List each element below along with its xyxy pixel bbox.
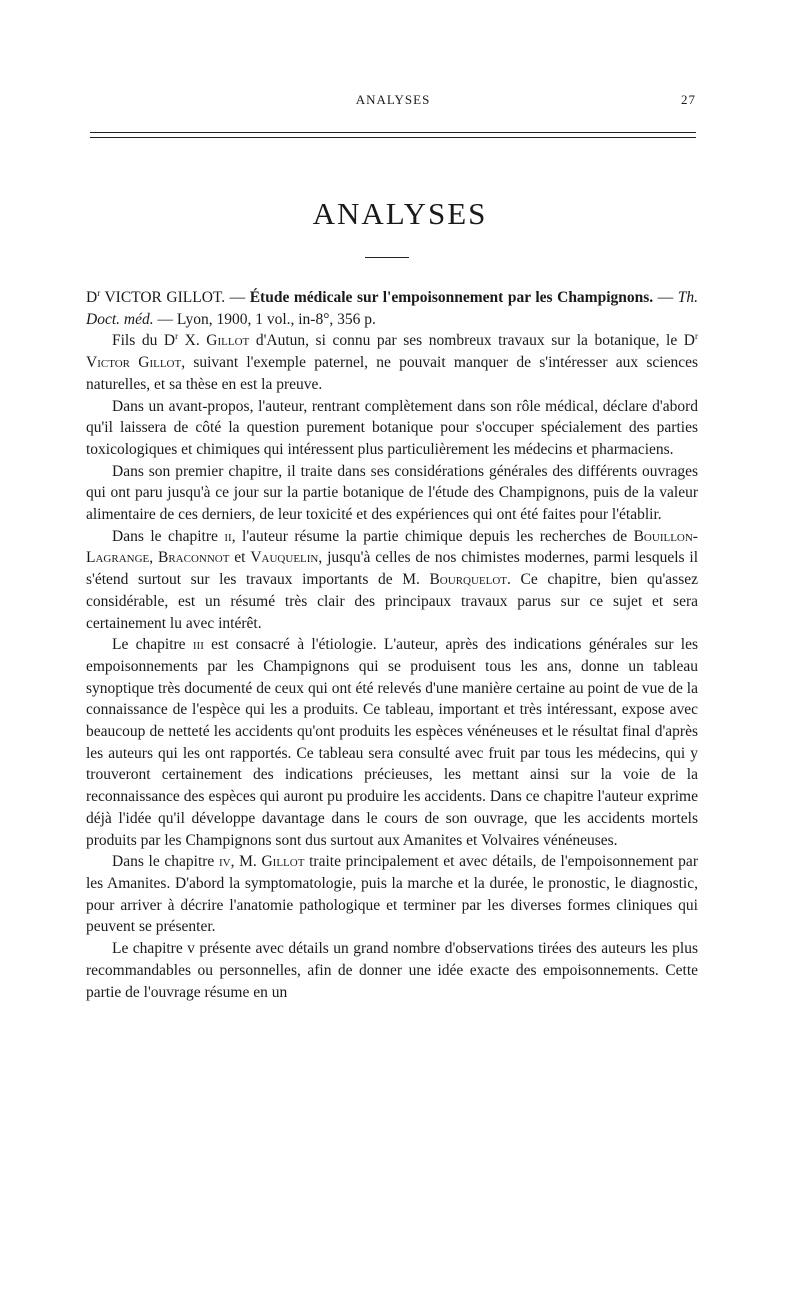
p6-chapter-number: iv bbox=[218, 853, 231, 871]
section-title: ANALYSES bbox=[312, 196, 488, 231]
p4-name-1: Bouillon-Lagrange bbox=[86, 527, 698, 567]
p1-text-b: X. bbox=[178, 332, 207, 350]
paragraph-2: Dans un avant-propos, l'auteur, rentrant complètement dans son rôle médical, déclare d'abord qu'il laissera de côté la question purement botanique pour s'occuper spécialement des parties toxicologiques et chimiques qui intéressent plus particulièrement les médecins et pharmaciens. bbox=[86, 397, 698, 458]
title-divider bbox=[365, 257, 409, 258]
header-rule bbox=[90, 132, 696, 133]
p1-text-c: d'Autun, si connu par ses nombreux travaux sur la botanique, le D bbox=[249, 332, 695, 350]
doctor-abbrev: D bbox=[86, 289, 98, 306]
heading-dash: — bbox=[653, 289, 678, 306]
review-author: VICTOR GILLOT. — bbox=[100, 289, 250, 306]
p1-sup-1: r bbox=[175, 331, 179, 342]
p4-name-4: Bourquelot bbox=[429, 571, 508, 589]
p4-text-b: , l'auteur résume la partie chimique depuis les recherches de bbox=[231, 527, 634, 545]
paragraph-1 bbox=[86, 330, 698, 395]
review-body bbox=[86, 287, 698, 1003]
p1-sup-2: r bbox=[695, 331, 698, 342]
p1-name-1: Gillot bbox=[206, 332, 250, 350]
p4-text-d: et bbox=[229, 549, 251, 567]
running-title: ANALYSES bbox=[355, 92, 431, 107]
header-rule-secondary bbox=[90, 137, 696, 138]
paragraph-6 bbox=[86, 851, 698, 938]
p4-text-e: , jusqu'à celles de nos chimistes modernes, parmi lesquels il s'étend surtout sur les travaux importants de M. bbox=[86, 549, 699, 589]
p6-text-a: Dans le chapitre bbox=[112, 853, 219, 871]
p4-text-f: . Ce chapitre, bien qu'assez considérable, est un résumé très clair des principaux travaux parus sur ce sujet et sera certainement lu avec intérêt. bbox=[86, 571, 698, 632]
doctor-abbrev-sup: r bbox=[97, 287, 101, 298]
p5-text-a: Le chapitre bbox=[112, 636, 193, 654]
paragraph-3: Dans son premier chapitre, il traite dans ses considérations générales des différents ouvrages qui ont paru jusqu'à ce jour sur la partie botanique de l'étude des Champignons, puis de la valeur alimentaire de ces derniers, de leur toxicité et des expériences qui ont été faites pour l'établir. bbox=[86, 462, 698, 524]
paragraph-4 bbox=[86, 526, 698, 635]
review-heading bbox=[86, 287, 698, 330]
p4-chapter-number: ii bbox=[224, 527, 232, 545]
thesis-type: Th. Doct. méd. bbox=[86, 289, 699, 328]
p4-name-2: Braconnot bbox=[157, 549, 230, 567]
p6-name-1: Gillot bbox=[261, 853, 305, 871]
p6-text-c: traite principalement et avec détails, de l'empoisonnement par les Amanites. D'abord la symptomatologie, puis la marche et la durée, le pronostic, le diagnostic, pour arriver à décrire l'anatomie pathologique et terminer par les diverses formes cliniques qui peuvent se présenter. bbox=[86, 853, 698, 936]
p4-text-a: Dans le chapitre bbox=[112, 527, 225, 545]
running-header bbox=[90, 92, 696, 112]
page-number: 27 bbox=[681, 92, 696, 107]
paragraph-5 bbox=[86, 634, 698, 851]
p1-text-a: Fils du D bbox=[112, 332, 176, 350]
p4-name-3: Vauquelin bbox=[250, 549, 319, 567]
p4-text-c: , bbox=[149, 549, 158, 567]
p1-text-e: , suivant l'exemple paternel, ne pouvait manquer de s'intéresser aux sciences naturelles, et sa thèse en est la preuve. bbox=[86, 354, 699, 393]
paragraph-7: Le chapitre v présente avec détails un grand nombre d'observations tirées des auteurs les plus recommandables ou personnelles, afin de donner une idée exacte des empoisonnements. Cette partie de l'ouvrage résume en un bbox=[86, 940, 698, 1001]
p5-text-b: est consacré à l'étiologie. L'auteur, après des indications générales sur les empoisonnements par les Champignons qui se produisent tous les ans, donne un tableau synoptique très documenté de ceux qui ont été relevés d'une manière certaine au point de vue de la connaissance de l'espèce qui les a produits. Ce tableau, important et très intéressant, expose avec beaucoup de netteté les accidents qu'ont produits les espèces vénéneuses et le résultat final d'après les auteurs qui les ont rapportés. Ce tableau sera consulté avec fruit par tous les médecins, qui y trouveront certainement des indications précieuses, les mettant ainsi sur la voie de la reconnaissance des espèces qui auront pu produire les accidents. Dans ce chapitre l'auteur exprime déjà l'idée qu'il développe davantage dans le cours de son ouvrage, que les accidents mortels produits par les Champignons sont dus surtout aux Amanites et Volvaires vénéneuses. bbox=[86, 636, 699, 849]
work-title: Étude médicale sur l'empoisonnement par les Champignons. bbox=[249, 289, 654, 306]
publication-info: — Lyon, 1900, 1 vol., in-8°, 356 p. bbox=[153, 310, 376, 328]
p5-chapter-number: iii bbox=[192, 636, 204, 654]
p1-name-2: Victor Gillot bbox=[86, 354, 182, 372]
p6-text-b: , M. bbox=[230, 853, 262, 871]
